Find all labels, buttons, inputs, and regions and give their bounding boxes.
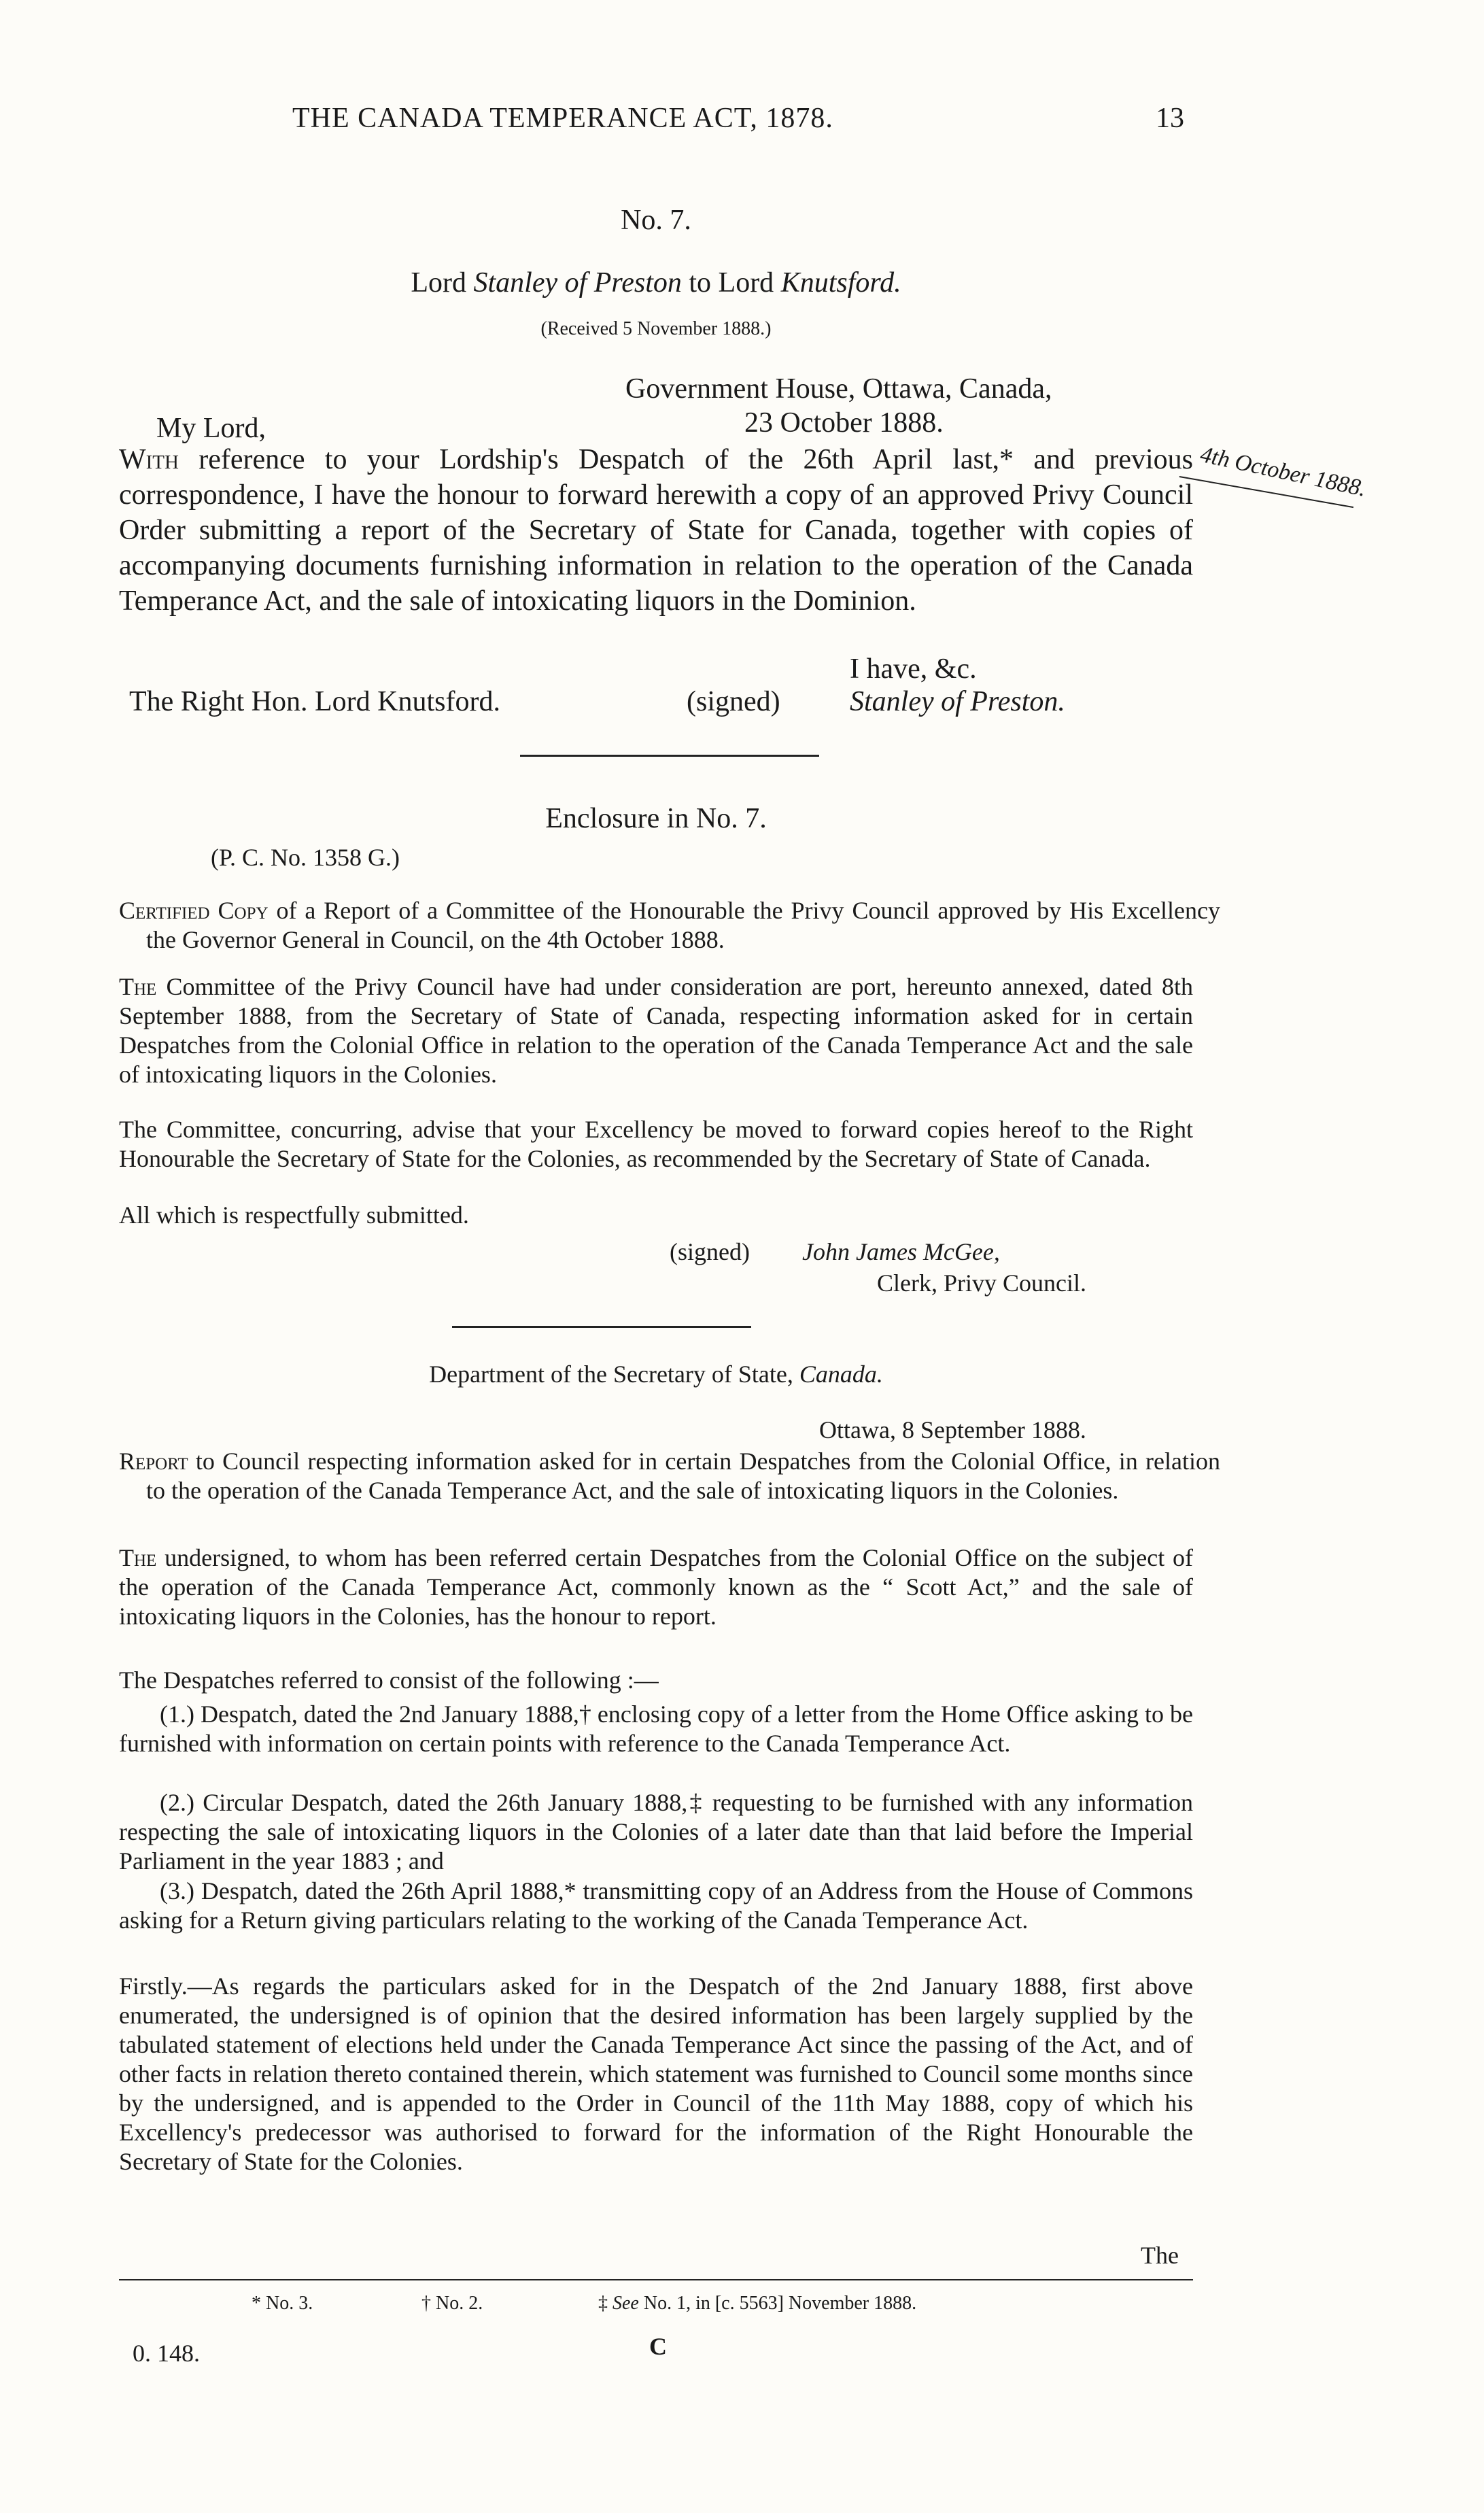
pc-number: (P. C. No. 1358 G.) [211,844,400,871]
footnote-3: ‡ See No. 1, in [c. 5563] November 1888. [598,2293,917,2314]
enclosure-signed-label: (signed) [670,1238,750,1265]
received-date: (Received 5 November 1888.) [540,318,772,339]
running-title: THE CANADA TEMPERANCE ACT, 1878. [292,103,833,134]
footnote-1: * No. 3. [252,2293,313,2314]
recipient-name: Knutsford. [780,267,901,298]
enclosure-signature-title: Clerk, Privy Council. [877,1269,1086,1297]
enclosure-para-3: All which is respectfully submitted. [119,1201,469,1229]
page-number: 13 [1156,103,1184,134]
report-para-1: The undersigned, to whom has been referred certain Despatches from the Colonial Office on the subject of the operation of the Canada Temperance Act, commonly known as the “ Scott Act,” and the sale of intoxicating liquors in the Colonies, has the honour to report. [119,1544,1193,1630]
signature: Stanley of Preston. [850,686,1065,717]
address-line-2: 23 October 1888. [744,407,944,439]
enclosure-para-2: The Committee, concurring, advise that your Excellency be moved to forward copies hereof to the Right Honourable the Secretary of State for the Colonies, as recommended by the Secretary of State of Canada. [119,1116,1193,1172]
despatch-body: With reference to your Lordship's Despatch of the 26th April last,* and previous correspondence, I have the honour to forward herewith a copy of an approved Privy Council Order submitting a report of the Secretary of State for Canada, together with copies of accompanying documents furnishing information in relation to the operation of the Canada Temperance Act, and the sale of intoxicating liquors in the Dominion. [119,444,1193,617]
report-item-3: (3.) Despatch, dated the 26th April 1888,* transmitting copy of an Address from the House of Commons asking for a Return giving particulars relating to the working of the Canada Temperance Act. [119,1877,1193,1934]
despatch-from-to: Lord Stanley of Preston to Lord Knutsford. [411,267,901,298]
section-divider-2 [452,1326,751,1328]
report-item-1: (1.) Despatch, dated the 2nd January 1888,† enclosing copy of a letter from the Home Office asking to be furnished with information on certain points with reference to the Canada Temperance Act. [119,1700,1193,1757]
section-divider [520,755,819,757]
addressee: The Right Hon. Lord Knutsford. [129,686,500,717]
report-item-2: (2.) Circular Despatch, dated the 26th January 1888,‡ requesting to be furnished with any information respecting the sale of intoxicating liquors in the Colonies of a later date than that laid before the Imperial Parliament in the year 1883 ; and [119,1789,1193,1875]
report-list-intro: The Despatches referred to consist of the following :— [119,1666,659,1694]
report-firstly: Firstly.—As regards the particulars asked for in the Despatch of the 2nd January 1888, first above enumerated, the undersigned is of opinion that the desired information has been largely supplied by the tabulated statement of elections held under the Canada Temperance Act since the passing of the Act, and of other facts in relation thereto contained therein, which statement was furnished to Council some months since by the undersigned, and is appended to the Order in Council of the 11th May 1888, copy of which his Excellency's predecessor was authorised to forward for the information of the Right Honourable the Secretary of State for the Colonies. [119,1972,1193,2175]
address-line-1: Government House, Ottawa, Canada, [625,373,1052,405]
gathering-letter: C [649,2333,667,2360]
enclosure-para-1: The Committee of the Privy Council have had under consideration are port, hereunto annexed, dated 8th September 1888, from the Secretary of State of Canada, respecting information asked for in certain Despatches from the Colonial Office in relation to the operation of the Canada Temperance Act and the sale of intoxicating liquors in the Colonies. [119,973,1193,1088]
sender-name: Stanley of Preston [473,267,682,298]
signed-label: (signed) [687,686,780,717]
certified-copy: Certified Copy of a Report of a Committee of the Honourable the Privy Council approved by His Excellency the Governor General in Council, on the 4th October 1888. [119,897,1220,953]
salutation: My Lord, [156,413,266,444]
despatch-number: No. 7. [621,205,691,236]
footnote-2: † No. 2. [421,2293,483,2314]
catchword: The [1141,2242,1179,2269]
footnote-rule [119,2279,1193,2280]
enclosure-title: Enclosure in No. 7. [545,803,767,834]
report-title: Report to Council respecting information asked for in certain Despatches from the Colonial Office, in relation to the operation of the Canada Temperance Act, and the sale of intoxicating liquors in the Colonies. [119,1448,1220,1504]
enclosure-signature: John James McGee, [802,1238,1000,1265]
closing: I have, &c. [850,653,977,685]
report-place-date: Ottawa, 8 September 1888. [819,1416,1086,1443]
signature-mark: 0. 148. [133,2340,200,2367]
margin-note: 4th October 1888. [1198,442,1368,502]
report-department: Department of the Secretary of State, Canada. [429,1361,883,1388]
